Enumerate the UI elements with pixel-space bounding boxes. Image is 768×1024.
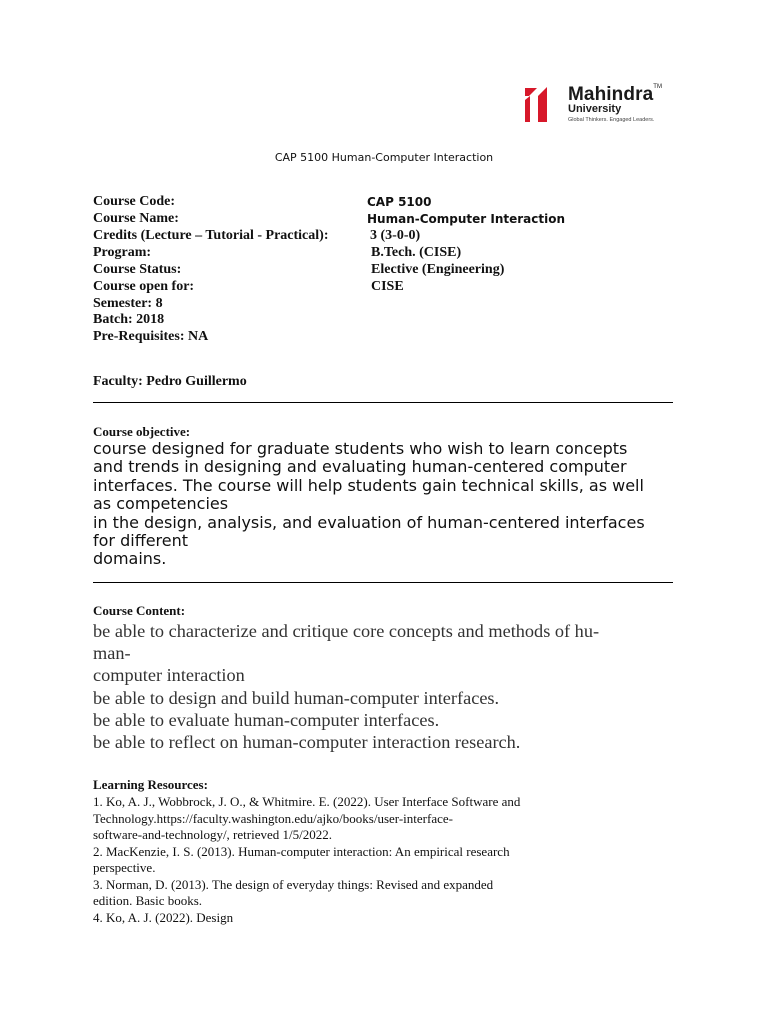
mahindra-logo-mark-icon — [525, 86, 563, 124]
course-code-label: Course Code: — [93, 194, 176, 209]
semester-label: Semester: 8 — [93, 296, 163, 311]
prerequisites-label: Pre-Requisites: NA — [93, 329, 209, 344]
course-status-value: Elective (Engineering) — [371, 262, 505, 277]
content-line: computer interaction — [93, 665, 245, 686]
batch-label: Batch: 2018 — [93, 312, 165, 327]
objective-line: interfaces. The course will help students gain technical skills, as well — [93, 475, 644, 495]
logo-subtitle: University — [568, 103, 622, 115]
objective-line: as competencies — [93, 494, 229, 514]
course-open-for-label: Course open for: — [93, 279, 195, 294]
faculty: Faculty: Pedro Guillermo — [93, 374, 247, 389]
university-logo — [525, 86, 675, 126]
resource-line: edition. Basic books. — [93, 893, 203, 908]
document-title: CAP 5100 Human-Computer Interaction — [274, 151, 494, 164]
resource-line: 1. Ko, A. J., Wobbrock, J. O., & Whitmire. E. (2022). User Interface Software and — [93, 794, 521, 809]
course-open-for-value: CISE — [371, 279, 404, 294]
objective-heading: Course objective: — [93, 424, 191, 439]
divider — [93, 402, 673, 403]
resource-line: 2. MacKenzie, I. S. (2013). Human-computer interaction: An empirical research — [93, 843, 510, 859]
resource-line: 4. Ko, A. J. (2022). Design — [93, 909, 234, 925]
objective-line: domains. — [93, 549, 167, 569]
resource-line: software-and-technology/, retrieved 1/5/2022. — [93, 827, 332, 842]
credits-label: Credits (Lecture – Tutorial - Practical): — [93, 228, 329, 243]
content-line: be able to reflect on human-computer interaction research. — [93, 732, 521, 753]
content-line: be able to design and build human-computer interfaces. — [93, 687, 500, 708]
objective-line: for different — [93, 531, 189, 551]
objective-line: in the design, analysis, and evaluation of human-centered interfaces — [93, 512, 645, 532]
program-label: Program: — [93, 245, 152, 260]
course-name-label: Course Name: — [93, 211, 179, 226]
content-line: man- — [93, 643, 131, 664]
course-name-value: Human-Computer Interaction — [367, 212, 566, 226]
logo-tagline: Global Thinkers. Engaged Leaders. — [568, 117, 655, 123]
resource-line: 3. Norman, D. (2013). The design of everyday things: Revised and expanded — [93, 876, 494, 892]
logo-name: Mahindra™ — [568, 84, 663, 105]
course-code-value: CAP 5100 — [367, 195, 432, 209]
resource-line: Technology.https://faculty.washington.edu/ajko/books/user-interface- — [93, 810, 453, 826]
resources-heading: Learning Resources: — [93, 777, 208, 792]
content-heading: Course Content: — [93, 603, 186, 618]
divider — [93, 582, 673, 583]
content-list — [93, 620, 599, 753]
program-value: B.Tech. (CISE) — [371, 245, 462, 260]
objective-line: and trends in designing and evaluating human-centered computer — [93, 457, 627, 477]
credits-value: 3 (3-0-0) — [370, 228, 421, 243]
course-status-label: Course Status: — [93, 262, 182, 277]
objective-line: course designed for graduate students who wish to learn concepts — [93, 439, 628, 458]
content-line: be able to evaluate human-computer interfaces. — [93, 709, 440, 730]
resources-list — [93, 794, 520, 926]
resource-line: perspective. — [93, 860, 156, 875]
content-line: be able to characterize and critique core concepts and methods of hu- — [93, 621, 600, 641]
objective-text — [93, 440, 683, 569]
